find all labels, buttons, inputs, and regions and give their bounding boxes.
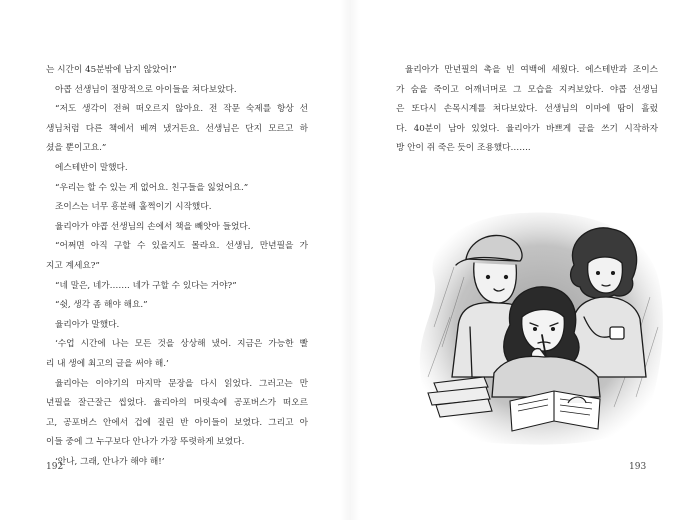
text-line: “어쩌면 아직 구할 수 있을지도 몰라요. 선생님, 만년필을 가 [55, 241, 308, 252]
children-writing-illustration [414, 207, 666, 447]
text-line: 율리아가 말했다. [55, 319, 120, 330]
text-line: 이들 중에 그 누구보다 안나가 가장 뚜렷하게 보였다. [46, 437, 245, 448]
left-page-text [46, 61, 308, 472]
text-line: 은 또다시 손목시계를 쳐다보았다. 선생님의 이마에 땀이 흘렀 [396, 104, 658, 115]
text-line: 율리아가 만년필의 촉을 빈 여백에 세웠다. 에스테반과 조이스 [405, 65, 658, 75]
text-line: “저도 생각이 전혀 떠오르지 않아요. 전 작문 숙제를 항상 선 [55, 104, 308, 115]
text-line: 고, 공포버스 안에서 겁에 질린 반 아이들이 보였다. 그리고 아 [46, 417, 308, 428]
page-number-left: 192 [46, 462, 64, 472]
text-line: “우리는 할 수 있는 게 없어요. 친구들을 잃었어요.” [55, 182, 249, 193]
right-page-text [396, 61, 658, 159]
text-line: “쉿, 생각 좀 해야 해요.” [55, 300, 148, 311]
page-number-right: 193 [629, 462, 647, 472]
text-line: 에스테반이 말했다. [55, 162, 128, 173]
text-line: 생님처럼 다른 책에서 베껴 냈거든요. 선생님은 단지 모르고 하 [46, 123, 308, 134]
text-line: 아콥 선생님이 절망적으로 아이들을 쳐다보았다. [55, 84, 237, 95]
text-line: 율리아가 야콥 선생님의 손에서 책을 빼앗아 들었다. [55, 221, 251, 232]
text-line: 는 시간이 45분밖에 남지 않았어!” [46, 65, 177, 75]
text-line: “네 말은, 네가……. 네가 구할 수 있다는 거야?” [55, 280, 237, 291]
text-line: 년필을 잘근잘근 씹었다. 율리아의 머릿속에 공포버스가 떠오르 [46, 398, 308, 409]
text-line: ‘안나, 그래, 안나가 해야 해!’ [55, 456, 165, 467]
text-line: 율리아는 이야기의 마지막 문장을 다시 읽었다. 그러고는 만 [55, 378, 308, 389]
text-line: 다. 40분이 남아 있었다. 율리아가 바쁘게 글을 쓰기 시작하자 [396, 123, 658, 134]
book-stack [428, 377, 492, 417]
text-line: ‘수업 시간에 나는 모든 것을 상상해 냈어. 지금은 가능한 빨 [55, 339, 308, 350]
text-line: 지고 계세요?” [46, 260, 100, 271]
text-line: 가 숨을 죽이고 어깨너머로 그 모습을 지켜보았다. 야콥 선생님 [396, 84, 658, 95]
text-line: 셨을 뿐이고요.” [46, 143, 107, 154]
text-line: 리 내 생에 최고의 글을 써야 해.’ [46, 358, 169, 369]
text-line: 조이스는 너무 흥분해 훌쩍이기 시작했다. [55, 202, 212, 213]
text-line: 방 안이 쥐 죽은 듯이 조용했다……. [396, 143, 531, 154]
